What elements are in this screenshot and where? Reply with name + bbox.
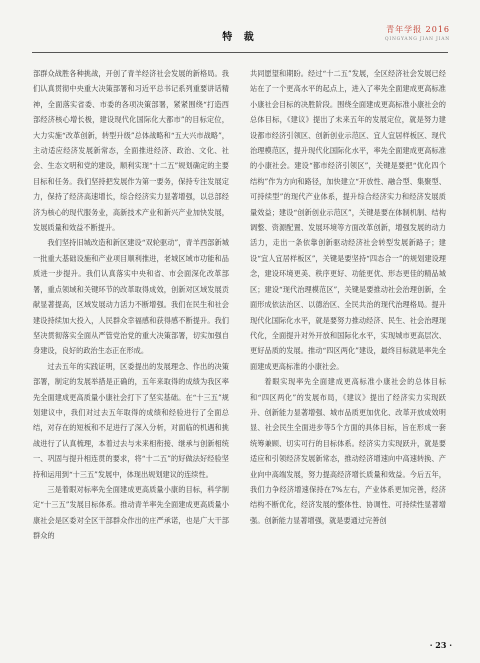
header-rule	[32, 52, 448, 53]
magazine-title-block	[385, 24, 450, 42]
paragraph: 共同愿望和期盼。经过“十二五”发展，全区经济社会发展已经站在了一个更高水平的起点上，进入了率先全面建成更高标准小康社会目标的决胜阶段。围绕全面建成更高标准小康社会的总体目标，《建议》提出了未来五年的发展定位，就是努力建设都市经济引领区、创新创业示范区、宜人宜居样板区、现代治理模范区，提升现代化国际化水平，率先全面建成更高标准的小康社会。建设“都市经济引领区”，关键是要把“优化四个结构”作为方向和路径，加快建立“开放性、融合型、集聚型、可持续型”的现代产业体系，提升综合经济实力和经济发展质量效益；建设“创新创业示范区”，关键是要在体制机制、结构调整、资源配置、发展环境等方面改革创新，增强发展的动力活力，走出一条依靠创新驱动经济社会转型发展新路子；建设“宜人宜居样板区”，关键是要坚持“四态合一”的规划建设理念，建设环境更美、秩序更好、功能更优、形态更佳的精品城区；建设“现代治理模范区”，关键是要推动社会治理创新，全面形成依法治区、以德治区、全民共治的现代治理格局。提升现代化国际化水平，就是要努力推动经济、民生、社会治理现代化，全面提升对外开放和国际化水平，实现城市更高层次、更好品质的发展。推动“四区两化”建设，最终目标就是率先全面建成更高标准的小康社会。	[250, 69, 446, 371]
page-number: · 23 ·	[429, 640, 452, 650]
paragraph: 我们坚持旧城改造和新区建设“双轮驱动”，青羊西部新城一批重大基础设施和产业项目顺利推进，老城区域市功能和品质进一步提升。我们认真落实中央和省、市会面深化改革部署，重点领域和关键环节的改革取得成效，创新对区域发展贡献显著提高，区域发展动力活力不断增强。我们在民生和社会建设持续加大投入，人民群众幸福感和获得感不断提升。我们坚决贯彻落实全面从严管党治党的重大决策部署，切实加强自身建设，良好的政治生态正在形成。	[33, 238, 229, 356]
magazine-pinyin: QINGYANG JIAN JIAN	[384, 37, 450, 42]
paragraph: 着眼实现率先全面建成更高标准小康社会的总体目标和“四区两化”的发展布局，《建议》提出了经济实力实现跃升、创新能力显著增强、城市品质更加优化、改革开放成效明显、社会民生全面进步等5个方面的具体目标，旨在形成一套统筹兼顾、切实可行的目标体系。经济实力实现跃升，就是要适应和引领经济发展新常态，推动经济增速向中高速转换、产业向中高端发展，努力提高经济增长质量和效益。今后五年，我们力争经济增速保持在7%左右，产业体系更加完善，经济结构不断优化，经济发展的整体性、协调性、可持续性显著增强。创新能力显著增强，就是要通过完善创	[250, 377, 446, 525]
paragraph: 过去五年的实践证明，区委提出的发展理念、作出的决策部署，制定的发展举措是正确的，五年来取得的成绩为我区率先全面建成更高质量小康社会打下了坚实基础。在“十三五”规划建议中，我们对过去五年取得的成绩和经验进行了全面总结，对存在的短板和不足进行了深入分析，对面临的机遇和挑战进行了认真梳理，本着过去与未来相衔接、继承与创新相统一、巩固与提升相连贯的要求，将“十二五”的好做法好经验坚持和运用到“十三五”发展中，体现出规划建议的连续性。	[33, 361, 229, 479]
paragraph: 三是着眼对标率先全面建成更高质量小康的目标，科学制定“十三五”发展目标体系。推动青羊率先全面建成更高质量小康社会是区委对全区干部群众作出的庄严承诺，也是广大干部群众的	[33, 484, 229, 541]
right-column	[250, 66, 446, 528]
left-column	[33, 66, 229, 544]
section-title: 特 裁	[222, 32, 258, 43]
magazine-title: 青年学报 2016	[386, 25, 450, 34]
paragraph: 部群众战胜各种挑战，开创了青羊经济社会发展的新格局。我们认真贯彻中央重大决策部署和习近平总书记系列重要讲话精神，全面落实省委、市委的各项决策部署，紧紧围绕“打造西部经济核心增长极，建设现代化国际化大都市”的目标定位，大力实施“改革创新，转型升级”总体战略和“五大兴市战略”，主动适应经济发展新常态，全面推进经济、政治、文化、社会、生态文明和党的建设，顺利实现“十二五”规划确定的主要目标和任务。我们坚持把发展作为第一要务，保持专注发展定力，保持了经济高速增长，综合经济实力显著增强，以总部经济为核心的现代服务业，高新技术产业和新兴产业加快发展，发展质量和效益不断提升。	[33, 69, 229, 233]
page-header	[0, 0, 480, 58]
